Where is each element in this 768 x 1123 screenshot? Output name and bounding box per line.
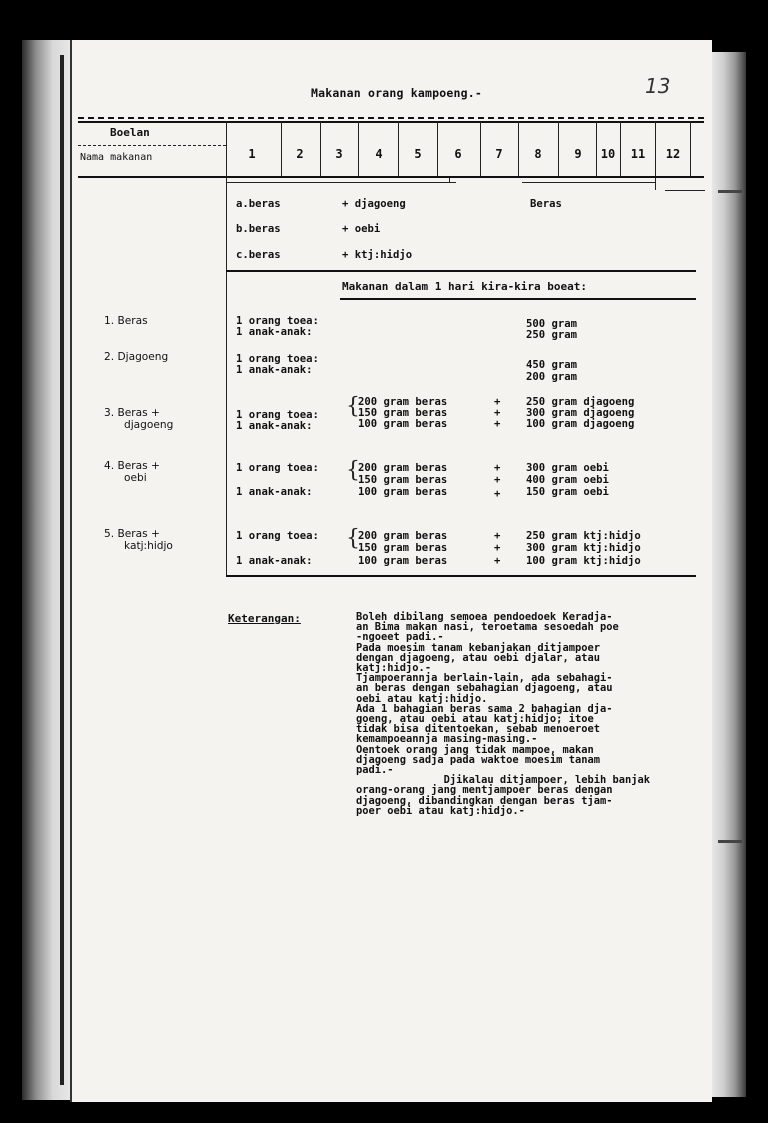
food-label: 1. Beras — [104, 315, 148, 327]
binder-edge — [60, 55, 64, 1085]
mix-plus: + — [494, 530, 501, 542]
mix-plus: + — [494, 418, 501, 430]
food-label-sub: oebi — [124, 472, 147, 484]
food-who: 1 orang toea: — [236, 530, 319, 542]
mix-b: 250 gram ktj:hidjo — [526, 530, 641, 542]
brace-icon: { — [346, 394, 360, 419]
column-number: 12 — [665, 147, 681, 161]
food-who: 1 anak-anak: — [236, 326, 313, 338]
variant-bracket-tick — [449, 178, 450, 183]
food-who: 1 orang toea: — [236, 315, 319, 327]
col-divider — [620, 121, 621, 176]
column-number: 7 — [495, 147, 503, 161]
column-number: 6 — [454, 147, 462, 161]
daily-heading: Makanan dalam 1 hari kira-kira boeat: — [342, 280, 588, 293]
header-nama-makanan: Nama makanan — [80, 152, 153, 163]
page-number: 13 — [645, 74, 671, 98]
col-divider — [596, 121, 597, 176]
col-divider — [558, 121, 559, 176]
mix-b: 250 gram djagoeng — [526, 396, 635, 408]
mix-a: 150 gram beras — [358, 407, 448, 419]
column-number: 8 — [534, 147, 542, 161]
food-label: 2. Djagoeng — [104, 351, 169, 363]
mix-b: 400 gram oebi — [526, 474, 609, 486]
column-number: 2 — [296, 147, 304, 161]
variant-a-left: a.beras — [236, 198, 281, 210]
mix-plus: + — [494, 474, 501, 486]
mix-plus: + — [494, 462, 501, 474]
header-bottom-rule — [78, 176, 704, 178]
mix-b: 300 gram djagoeng — [526, 407, 635, 419]
food-who: 1 anak-anak: — [236, 486, 313, 498]
column-number: 3 — [335, 147, 343, 161]
food-who: 1 anak-anak: — [236, 555, 313, 567]
variant-bracket-line — [226, 182, 456, 183]
column-number: 1 — [248, 147, 256, 161]
daily-rule-top — [226, 270, 696, 272]
binder-right-strip — [706, 52, 746, 1097]
col-divider — [655, 121, 656, 176]
header-boelan: Boelan — [110, 126, 150, 139]
keterangan-paragraph: Boleh dibilang semoea pendoedoek Keradja- an Bima makan nasi, teroetama sesoedah poe -ngoeet padi.- Pada moesim tanam kebanjakan ditjampoer dengan djagoeng, atau oebi djalar, atau katj:hidjo.- Tjampoerannja berlain-lain, ada sebahagi- an beras dengan sebahagian djagoeng, atau oebi atau katj:hidjo. Ada 1 bahagian beras sama 2 bahagian dja- goeng, atau oebi atau katj:hidjo; itoe tidak bisa ditentoekan, sebab menoeroet kemampoeannja masing-masing.- Oentoek orang jang tidak mampoe, makan djagoeng sadja pada waktoe moesim tanam padi.- Djikalau ditjampoer, lebih banjak orang-orang jang mentjampoer beras dengan djagoeng, dibandingkan dengan beras tjam- poer oebi atau katj:hidjo.- — [356, 611, 651, 817]
mix-b: 150 gram oebi — [526, 486, 609, 498]
mix-b: 300 gram ktj:hidjo — [526, 542, 641, 554]
variant-c-left: c.beras — [236, 249, 281, 261]
brace-icon: { — [346, 458, 360, 483]
mix-a: 200 gram beras — [358, 462, 448, 474]
mix-b: 100 gram djagoeng — [526, 418, 635, 430]
mix-a: 150 gram beras — [358, 542, 448, 554]
col-divider — [358, 121, 359, 176]
header-split-rule — [78, 145, 226, 146]
food-label: 3. Beras + — [104, 407, 160, 419]
food-who: 1 orang toea: — [236, 409, 319, 421]
variant-bracket-line — [522, 182, 656, 183]
food-label: 5. Beras + — [104, 528, 160, 540]
column-number: 4 — [375, 147, 383, 161]
mix-a: 100 gram beras — [358, 486, 448, 498]
variant-b-left: b.beras — [236, 223, 281, 235]
mix-plus: + — [494, 407, 501, 419]
food-who: 1 anak-anak: — [236, 420, 313, 432]
variant-bracket-line — [665, 190, 705, 191]
variant-b-mid: + oebi — [342, 223, 381, 235]
food-label: 4. Beras + — [104, 460, 160, 472]
mix-a: 150 gram beras — [358, 474, 448, 486]
column-number: 10 — [600, 147, 616, 161]
col-divider — [480, 121, 481, 176]
table-top-rule-2 — [78, 121, 704, 123]
column-number: 11 — [630, 147, 646, 161]
food-amount: 250 gram — [526, 329, 578, 341]
food-amount: 200 gram — [526, 371, 578, 383]
col-divider — [320, 121, 321, 176]
mix-b: 300 gram oebi — [526, 462, 609, 474]
mix-a: 200 gram beras — [358, 530, 448, 542]
strip-mark — [718, 190, 742, 193]
mix-plus: + — [494, 488, 501, 500]
mix-plus: + — [494, 396, 501, 408]
table-top-rule — [78, 117, 704, 119]
col-divider — [437, 121, 438, 176]
food-who: 1 orang toea: — [236, 353, 319, 365]
column-number: 5 — [414, 147, 422, 161]
variant-a-mid: + djagoeng — [342, 198, 406, 210]
col-divider-main — [226, 121, 227, 576]
page-title: Makanan orang kampoeng.- — [311, 86, 482, 100]
food-label-sub: djagoeng — [124, 419, 174, 431]
mix-a: 100 gram beras — [358, 555, 448, 567]
col-divider — [281, 121, 282, 176]
variant-c-mid: + ktj:hidjo — [342, 249, 413, 261]
food-who: 1 anak-anak: — [236, 364, 313, 376]
variant-a-right: Beras — [530, 198, 562, 210]
food-amount: 500 gram — [526, 318, 578, 330]
strip-mark — [718, 840, 742, 843]
mix-plus: + — [494, 555, 501, 567]
column-number: 9 — [574, 147, 582, 161]
mix-a: 200 gram beras — [358, 396, 448, 408]
mix-plus: + — [494, 542, 501, 554]
keterangan-label: Keterangan: — [228, 612, 301, 625]
col-divider — [518, 121, 519, 176]
daily-rule-bottom — [340, 298, 696, 300]
food-who: 1 orang toea: — [236, 462, 319, 474]
mix-b: 100 gram ktj:hidjo — [526, 555, 641, 567]
brace-icon: { — [346, 526, 360, 551]
variant-bracket-tick — [655, 178, 656, 190]
col-divider — [398, 121, 399, 176]
mix-a: 100 gram beras — [358, 418, 448, 430]
food-amount: 450 gram — [526, 359, 578, 371]
food-label-sub: katj:hidjo — [124, 540, 173, 552]
table-bottom-rule — [226, 575, 696, 577]
col-divider — [690, 121, 691, 176]
